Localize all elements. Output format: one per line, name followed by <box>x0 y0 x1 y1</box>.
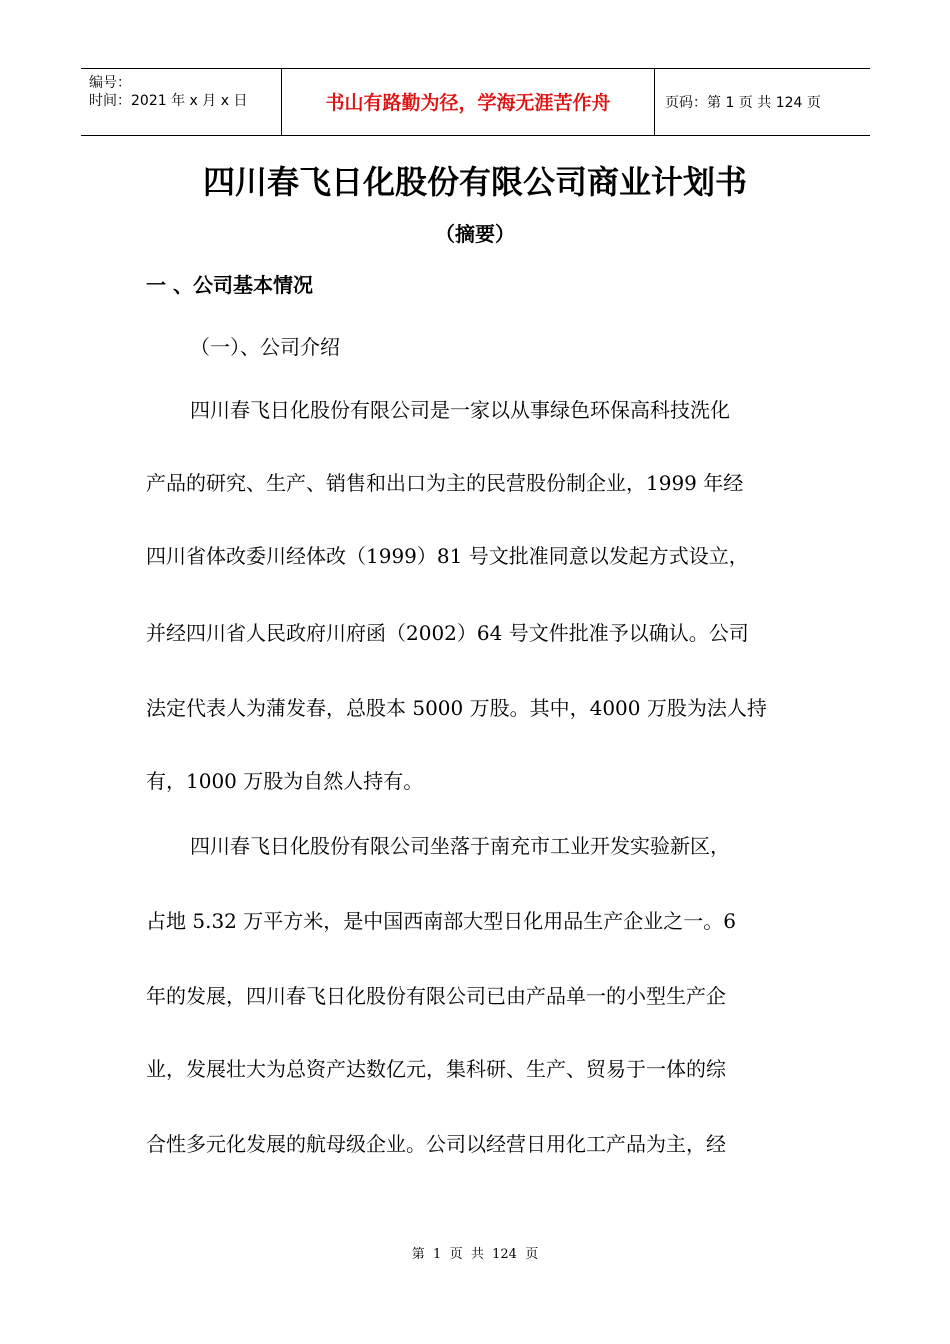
body-line: 业，发展壮大为总资产达数亿元，集科研、生产、贸易于一体的综 <box>146 1057 726 1081</box>
body-line: 年的发展，四川春飞日化股份有限公司已由产品单一的小型生产企 <box>146 984 726 1008</box>
sub-heading: （一）、公司介绍 <box>190 335 340 359</box>
body-line: 四川春飞日化股份有限公司是一家以从事绿色环保高科技洗化 <box>190 398 730 422</box>
body-line: 占地 5.32 万平方米，是中国西南部大型日化用品生产企业之一。6 <box>146 909 736 933</box>
document-title: 四川春飞日化股份有限公司商业计划书 <box>202 163 747 201</box>
body-line: 四川省体改委川经体改（1999）81 号文批准同意以发起方式设立， <box>146 544 749 568</box>
header-left-cell <box>81 69 281 135</box>
header-motto: 书山有路勤为径，学海无涯苦作舟 <box>325 92 611 114</box>
header-page-info: 页码：第 1 页 共 124 页 <box>665 95 821 111</box>
document-number-label: 编号： <box>89 75 131 91</box>
body-line: 合性多元化发展的航母级企业。公司以经营日用化工产品为主，经 <box>146 1132 726 1156</box>
header-middle-cell <box>281 69 655 135</box>
document-date: 时间：2021 年 x 月 x 日 <box>89 93 248 109</box>
body-line: 并经四川省人民政府川府函（2002）64 号文件批准予以确认。公司 <box>146 621 749 645</box>
page-header <box>81 68 870 136</box>
page-footer: 第 1 页 共 124 页 <box>411 1247 539 1262</box>
document-subtitle: （摘要） <box>435 222 515 246</box>
body-line: 有，1000 万股为自然人持有。 <box>146 769 424 793</box>
section-heading: 一 、公司基本情况 <box>146 273 313 297</box>
header-right-cell <box>655 69 870 135</box>
body-line: 法定代表人为蒲发春，总股本 5000 万股。其中，4000 万股为法人持 <box>146 696 767 720</box>
body-line: 四川春飞日化股份有限公司坐落于南充市工业开发实验新区， <box>190 834 730 858</box>
body-line: 产品的研究、生产、销售和出口为主的民营股份制企业，1999 年经 <box>146 471 744 495</box>
